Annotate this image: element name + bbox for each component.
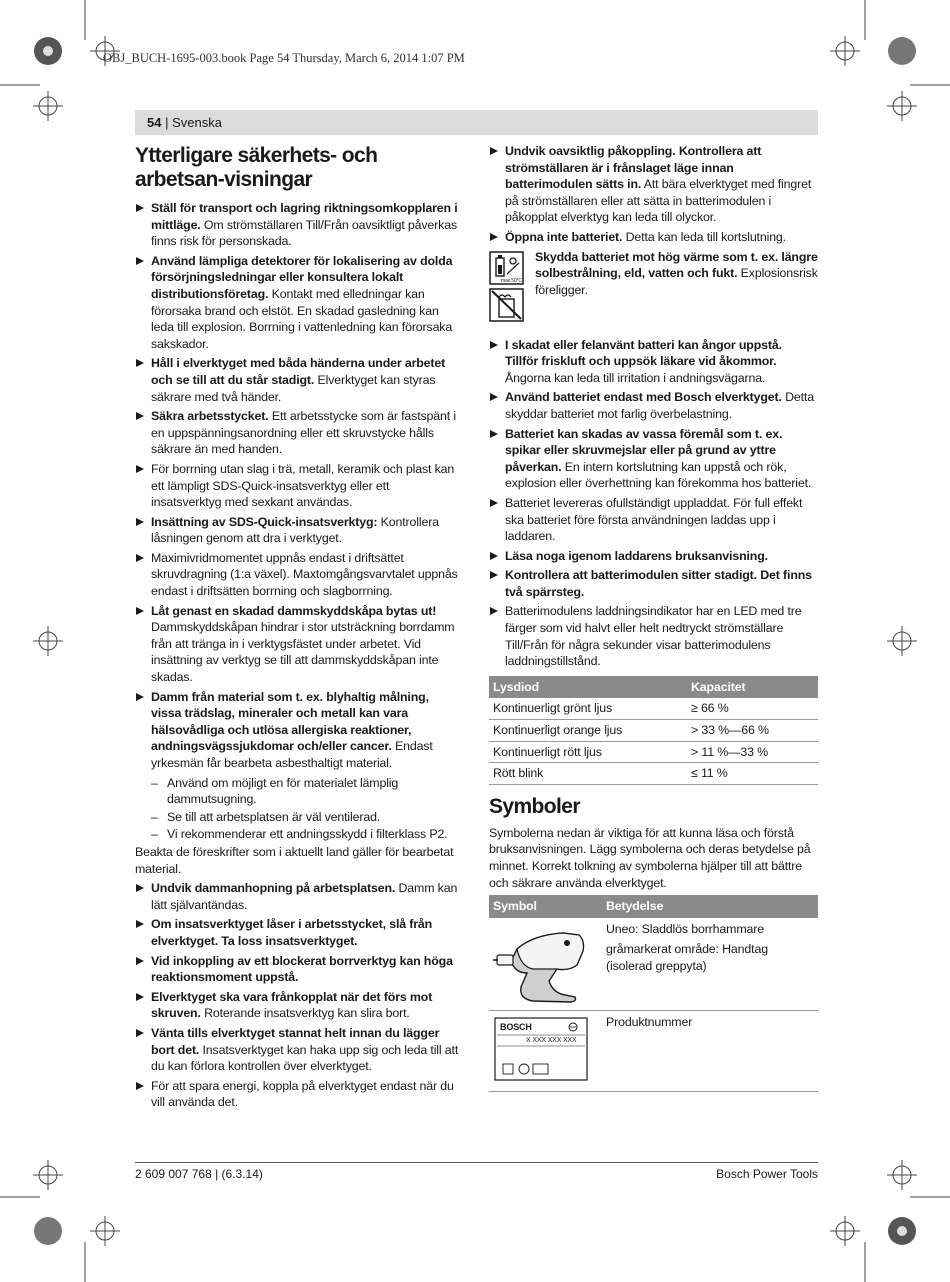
led-state-cell: Kontinuerligt orange ljus [489,720,687,742]
capacity-cell: > 11 %—33 % [687,741,818,763]
bullet-triangle-icon [136,993,144,1001]
item-bold: Kontrollera att batterimodulen sitter stadigt. Det finns två spärrsteg. [505,568,812,599]
item-bold: Batteriet kan skadas av vassa föremål som t. ex. spikar eller skruvmejslar eller på grund av yttre påverkan. [505,426,783,474]
list-item [135,355,460,405]
item-bold: Insättning av SDS-Quick-insatsverktyg: [151,514,378,529]
item-bold: Håll i elverktyget med båda händerna under arbetet och se till att du står stadigt. [151,356,446,387]
bullet-triangle-icon [490,499,498,507]
bullet-triangle-icon [490,571,498,579]
table-row [489,741,818,763]
item-text: Kontakt med elledningar kan förorsaka brand och elstöt. En skadad gasledning kan leda till explosion. Borrning i vattenledning kan förorsaka sakskador. [151,286,453,351]
item-text: För att spara energi, koppla på elverktyget endast när du vill använda det. [151,1078,454,1110]
list-item [489,389,818,422]
item-bold: Undvik dammanhopning på arbetsplatsen. [151,881,396,896]
item-text: Endast yrkesmän får bearbeta asbesthaltigt material. [151,739,433,770]
list-item [489,337,818,387]
table-row [489,720,818,742]
list-item [135,253,460,353]
battery-warning [489,249,818,329]
item-bold: Läsa noga igenom laddarens bruksanvisning. [505,548,768,563]
item-bold: Om insatsverktyget låser i arbetsstycket, slå från elverktyget. Ta loss insatsverktyget. [151,917,433,948]
list-item [135,1078,460,1111]
plate-brand: BOSCH [500,1022,532,1033]
item-bold: I skadat eller felanvänt batteri kan ångor uppstå. Tillför friskluft och uppsök läkare vid åkommor. [505,337,782,369]
bullet-triangle-icon [136,884,144,892]
bullet-triangle-icon [136,920,144,928]
drill-meaning: Uneo: Sladdlös borrhammare [606,921,764,936]
dash-text: Vi rekommenderar ett andningsskydd i filterklass P2. [167,827,448,842]
list-item [489,603,818,669]
capacity-cell: > 33 %—66 % [687,720,818,742]
left-list-2 [135,880,460,1111]
bullet-triangle-icon [490,552,498,560]
bullet-triangle-icon [136,257,144,265]
list-item [489,495,818,545]
led-header-kapacitet: Kapacitet [687,676,818,699]
list-item [135,916,460,949]
item-text: Detta skyddar batteriet mot farlig överbelastning. [505,390,814,421]
item-bold: Vid inkoppling av ett blockerat borrverktyg kan höga reaktionsmoment uppstå. [151,953,453,985]
bullet-triangle-icon [490,233,498,241]
list-item [135,953,460,986]
item-bold: Låt genast en skadad dammskyddskåpa bytas ut! [151,603,437,618]
item-text: Om strömställaren Till/Från oavsiktligt påverkas finns risk för personskada. [151,217,457,249]
plate-number: X XXX XXX XXX [526,1037,577,1045]
item-text: Insatsverktyget kan haka upp sig och leda till att du kan förlora kontrollen över elverktyget. [151,1042,459,1074]
list-item [135,461,460,511]
item-text: Batteriet levereras ofullständigt uppladdat. För full effekt ska batteriet före första användningen laddas upp i laddaren. [505,495,803,544]
item-text: Kontrollera låsningen genom att dra i verktyget. [151,514,439,546]
led-table [489,676,818,785]
bullet-triangle-icon [136,1082,144,1090]
bullet-triangle-icon [490,393,498,401]
list-item [489,548,818,565]
item-text: Maximivridmomentet uppnås endast i driftsättet skruvdragning (1:a växel). Maxtomgångsvarvtalet uppnås endast i driftsätten borrning och slagborrning. [151,550,458,599]
print-slug: OBJ_BUCH-1695-003.book Page 54 Thursday, March 6, 2014 1:07 PM [103,51,465,65]
bullet-triangle-icon [136,359,144,367]
page-number: 54 [147,115,162,130]
item-bold: Använd batteriet endast med Bosch elverktyget. [505,390,782,405]
right-column [489,143,818,1092]
capacity-cell: ≤ 11 % [687,763,818,785]
grey-area-meaning: gråmarkerat område: Handtag (isolerad greppyta) [606,942,768,973]
bullet-triangle-icon [136,693,144,701]
capacity-cell: ≥ 66 % [687,698,818,719]
warning-text: Explosionsrisk föreligger. [535,266,818,297]
symbol-header-betydelse: Betydelse [602,895,818,918]
item-bold: Använd lämpliga detektorer för lokalisering av dolda försörjningsledningar eller konsultera lokalt distributionsföretag. [151,253,453,301]
bullet-triangle-icon [136,204,144,212]
table-row [489,763,818,785]
max-temp-label: max.50°C [501,277,522,284]
drill-icon [493,921,593,1003]
dash-mark: – [151,775,158,790]
label-symbol-cell [489,1011,602,1092]
list-item [135,408,460,458]
table-row [489,918,818,1011]
right-list-1 [489,143,818,246]
footer-brand: Bosch Power Tools [716,1167,818,1181]
item-bold: Öppna inte batteriet. [505,229,623,244]
dash-item [135,809,460,826]
bullet-triangle-icon [490,341,498,349]
item-text: Roterande insatsverktyg kan slira bort. [200,1006,410,1021]
bullet-triangle-icon [136,957,144,965]
item-bold: Undvik oavsiktlig påkoppling. Kontrollera att strömställaren är i frånslaget läge innan batterimodulen sätts in. [505,144,762,192]
list-item [489,229,818,246]
bullet-triangle-icon [490,430,498,438]
list-item [135,880,460,913]
page-header [135,110,818,135]
header-separator: | [161,115,173,130]
led-state-cell: Kontinuerligt grönt ljus [489,698,687,719]
led-state-cell: Rött blink [489,763,687,785]
warning-bold: Skydda batteriet mot hög värme som t. ex. längre solbestrålning, eld, vatten och fukt. [535,249,818,281]
bullet-triangle-icon [490,607,498,615]
dash-mark: – [151,809,158,824]
symbols-title: Symboler [489,794,580,818]
led-header-lysdiod: Lysdiod [489,676,687,699]
table-row [489,1011,818,1092]
dash-item [135,775,460,808]
table-row [489,698,818,719]
item-text: Detta kan leda till kortslutning. [622,229,786,244]
right-list-2 [489,337,818,670]
dash-mark: – [151,827,158,842]
list-item [135,603,460,686]
warning-icons [489,251,525,328]
footer-rule [135,1162,818,1163]
list-item [135,200,460,250]
list-item [135,689,460,772]
list-item [135,989,460,1022]
list-item [489,426,818,492]
bullet-triangle-icon [136,465,144,473]
drill-symbol-cell [489,918,602,1011]
list-item [135,550,460,600]
type-plate-icon [493,1014,589,1082]
symbol-header-symbol: Symbol [489,895,602,918]
item-text: Ett arbetsstycke som är fastspänt i en uppspänningsanordning eller ett skruvstycke hålls säkrare än med handen. [151,409,456,457]
item-bold: Elverktyget ska vara frånkopplat när det förs mot skruven. [151,989,433,1021]
item-text: Elverktyget kan styras säkrare med två händer. [151,372,436,404]
item-text: Batterimodulens laddningsindikator har en LED med tre färger som vid halvt eller helt nedtryckt strömställare Till/Från för några sekunder visar batterimodulens laddningstillstånd. [505,604,802,669]
left-list-1 [135,200,460,772]
list-item [135,1025,460,1075]
note-text: Beakta de föreskrifter som i aktuellt land gäller för bearbetat material. [135,844,454,876]
item-bold: Damm från material som t. ex. blyhaltig målning, vissa trädslag, mineraler och metall kan vara hälsovådliga och utlösa allergiska reaktioner, andningsvägssjukdomar och/eller cancer. [151,689,429,754]
led-state-cell: Kontinuerligt rött ljus [489,741,687,763]
item-text: Att bära elverktyget med fingret på strömställaren eller att sätta in batterimodulen i påkopplat elverktyg kan leda till olyckor. [505,177,812,225]
footer-doc-number: 2 609 007 768 | (6.3.14) [135,1167,263,1181]
list-item [489,567,818,600]
item-text: För borrning utan slag i trä, metall, keramik och plast kan ett lämpligt SDS-Quick-insatsverktyg eller ett insatsverktyg med sexkant användas. [151,461,455,510]
list-item [135,514,460,547]
drill-meaning-cell [602,918,818,1011]
bullet-triangle-icon [490,147,498,155]
item-text: Ångorna kan leda till irritation i andningsvägarna. [505,370,766,385]
dash-text: Se till att arbetsplatsen är väl ventilerad. [167,809,381,824]
symbol-table [489,895,818,1092]
product-number-meaning: Produktnummer [602,1011,818,1092]
bullet-triangle-icon [136,412,144,420]
item-text: Dammskyddskåpan hindrar i stor utsträckning borrdamm från att tränga in i verktygsfästet under arbetet. Vid insättning av verktyg se till att dammskyddskåpan inte skadas. [151,620,455,685]
bullet-triangle-icon [136,1029,144,1037]
bullet-triangle-icon [136,554,144,562]
dash-list [135,775,460,843]
list-item [489,143,818,226]
item-text: En intern kortslutning kan uppstå och rök, explosion eller överhettning kan förekomma hos batteriet. [505,459,812,491]
item-bold: Vänta tills elverktyget stannat helt innan du lägger bort det. [151,1025,440,1057]
item-bold: Säkra arbetsstycket. [151,409,269,424]
bullet-triangle-icon [136,518,144,526]
symbols-intro: Symbolerna nedan är viktiga för att kunna läsa och förstå bruksanvisningen. Lägg symbolerna och deras betydelse på minnet. Korrekt tolkning av symbolerna hjälper till att bättre och säkrare använda elverktyget. [489,825,811,890]
bullet-triangle-icon [136,607,144,615]
dash-text: Använd om möjligt en för materialet lämplig dammutsugning. [167,775,399,807]
left-column [135,144,460,1114]
header-language: Svenska [172,115,222,130]
item-bold: Ställ för transport och lagring riktningsomkopplaren i mittläge. [151,201,458,232]
dash-item [135,826,460,843]
heat-water-warning-icon [489,251,525,323]
section-title: Ytterligare säkerhets- och arbetsan-visningar [135,144,378,191]
item-text: Damm kan lätt självantändas. [151,881,458,912]
